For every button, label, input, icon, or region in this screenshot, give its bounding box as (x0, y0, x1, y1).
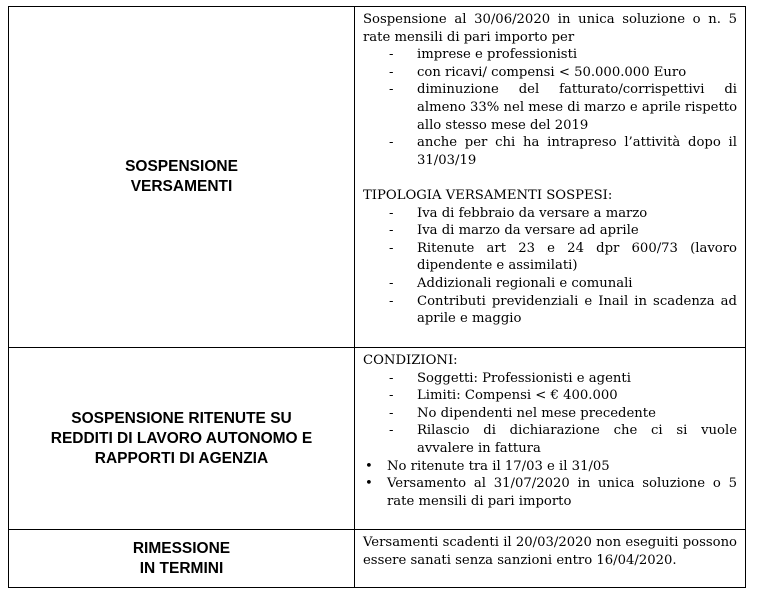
row-title-rimessione-termini (9, 530, 355, 588)
section-heading: CONDIZIONI: (363, 353, 458, 368)
list-item: - Limiti: Compensi < € 400.000 (363, 387, 737, 405)
row-rimessione-termini (9, 530, 746, 588)
body-text: Versamenti scadenti il 20/03/2020 non eseguiti possono essere sanati senza sanzioni entro 16/04/2020. (363, 535, 737, 568)
list-item: - Contributi previdenziali e Inail in scadenza ad aprile e maggio (363, 293, 737, 328)
section-heading: TIPOLOGIA VERSAMENTI SOSPESI: (363, 187, 613, 203)
list-item: - anche per chi ha intrapreso l’attività dopo il 31/03/19 (363, 134, 737, 169)
list-item: - Ritenute art 23 e 24 dpr 600/73 (lavoro dipendente e assimilati) (363, 240, 737, 275)
list-item: - imprese e professionisti (363, 46, 737, 64)
suspended-payments-list (363, 205, 737, 328)
row-content-sospensione-versamenti (355, 7, 746, 348)
spacer (363, 169, 737, 187)
measures-table (8, 6, 746, 588)
row-title-line: SOSPENSIONE RITENUTE SU (71, 409, 292, 427)
list-item: - Iva di febbraio da versare a marzo (363, 205, 737, 223)
conditions-list (363, 370, 737, 458)
row-title-line: RAPPORTI DI AGENZIA (94, 449, 269, 467)
row-title-line: REDDITI DI LAVORO AUTONOMO E (50, 429, 313, 447)
list-item: • No ritenute tra il 17/03 e il 31/05 (363, 458, 737, 476)
requirements-list (363, 46, 737, 169)
row-title-sospensione-versamenti (9, 7, 355, 348)
list-item: - con ricavi/ compensi < 50.000.000 Euro (363, 64, 737, 82)
list-item: - Rilascio di dichiarazione che ci si vuole avvalere in fattura (363, 422, 737, 457)
row-sospensione-ritenute (9, 348, 746, 530)
row-content-rimessione-termini (355, 530, 746, 588)
list-item: - Soggetti: Professionisti e agenti (363, 370, 737, 388)
row-sospensione-versamenti (9, 7, 746, 348)
row-title-line: RIMESSIONE (132, 539, 231, 557)
row-content-sospensione-ritenute (355, 348, 746, 530)
list-item: - Iva di marzo da versare ad aprile (363, 222, 737, 240)
row-title-sospensione-ritenute (9, 348, 355, 530)
list-item: - No dipendenti nel mese precedente (363, 405, 737, 423)
list-item: - diminuzione del fatturato/corrispettivi di almeno 33% nel mese di marzo e aprile rispetto allo stesso mese del 2019 (363, 81, 737, 134)
list-item: • Versamento al 31/07/2020 in unica soluzione o 5 rate mensili di pari importo (363, 475, 737, 510)
row-title-line: IN TERMINI (139, 559, 224, 577)
list-item: - Addizionali regionali e comunali (363, 275, 737, 293)
effects-list (363, 458, 737, 511)
row-title-line: VERSAMENTI (130, 178, 233, 195)
intro-text: Sospensione al 30/06/2020 in unica soluzione o n. 5 rate mensili di pari importo per (363, 12, 737, 45)
row-title-line: SOSPENSIONE (125, 158, 238, 175)
